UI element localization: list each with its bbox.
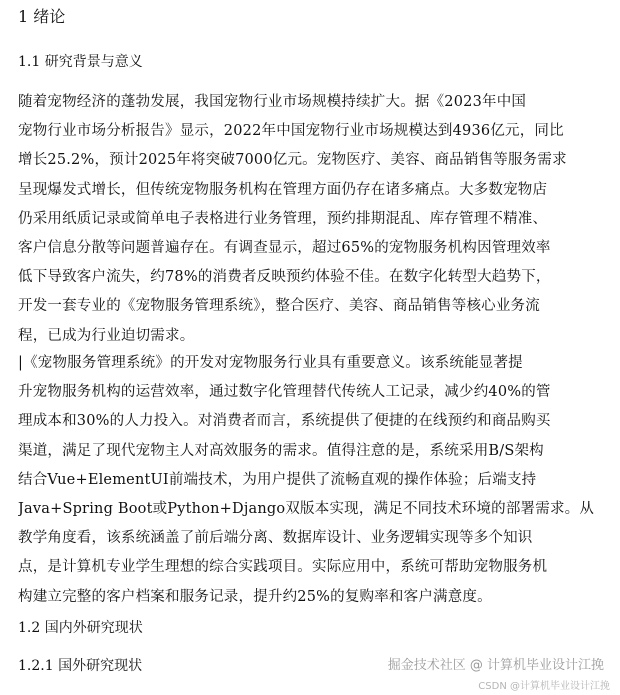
watermark-csdn: CSDN @计算机毕业设计江挽: [478, 681, 610, 692]
text-line: 渠道，满足了现代宠物主人对高效服务的需求。值得注意的是，系统采用B/S架构: [18, 442, 544, 459]
text-line: 结合Vue+ElementUI前端技术，为用户提供了流畅直观的操作体验；后端支持: [18, 471, 537, 488]
text-line: 程，已成为行业迫切需求。: [18, 327, 195, 344]
chapter-title: 1 绪论: [18, 7, 66, 26]
text-line: 教学角度看，该系统涵盖了前后端分离、数据库设计、业务逻辑实现等多个知识: [18, 530, 533, 547]
text-line: |《宠物服务管理系统》的开发对宠物服务行业具有重要意义。该系统能显著提: [18, 355, 523, 371]
text-line: 开发一套专业的《宠物服务管理系统》，整合医疗、美容、商品销售等核心业务流: [18, 298, 540, 315]
section-heading-1-2-1: 1.2.1 国外研究现状: [18, 658, 143, 674]
text-line: 宠物行业市场分析报告》显示，2022年中国宠物行业市场规模达到4936亿元，同比: [18, 123, 564, 140]
watermark-juejin: 掘金技术社区 @ 计算机毕业设计江挽: [387, 658, 604, 673]
text-line: 客户信息分散等问题普遍存在。有调查显示，超过65%的宠物服务机构因管理效率: [18, 239, 551, 256]
text-line: 理成本和30%的人力投入。对消费者而言，系统提供了便捷的在线预约和商品购买: [18, 413, 551, 430]
section-heading-1-2: 1.2 国内外研究现状: [18, 620, 143, 636]
paragraph-background: [18, 88, 602, 351]
text-line: 升宠物服务机构的运营效率，通过数字化管理替代传统人工记录，减少约40%的管: [18, 384, 551, 401]
text-line: Java+Spring Boot或Python+Django双版本实现，满足不同技术环境的部署需求。从: [18, 500, 595, 517]
text-line: 仍采用纸质记录或简单电子表格进行业务管理，预约排期混乱、库存管理不精准、: [18, 210, 548, 227]
text-line: 增长25.2%，预计2025年将突破7000亿元。宠物医疗、美容、商品销售等服务需求: [18, 152, 567, 169]
paragraph-significance: [18, 349, 602, 612]
text-line: 随着宠物经济的蓬勃发展，我国宠物行业市场规模持续扩大。据《2023年中国: [18, 94, 527, 110]
text-line: 点，是计算机专业学生理想的综合实践项目。实际应用中，系统可帮助宠物服务机: [18, 559, 548, 576]
section-heading-1-1: 1.1 研究背景与意义: [18, 54, 143, 70]
text-line: 低下导致客户流失，约78%的消费者反映预约体验不佳。在数字化转型大趋势下，: [18, 269, 551, 286]
text-line: 构建立完整的客户档案和服务记录，提升约25%的复购率和客户满意度。: [18, 588, 492, 605]
text-line: 呈现爆发式增长，但传统宠物服务机构在管理方面仍存在诸多痛点。大多数宠物店: [18, 181, 548, 198]
